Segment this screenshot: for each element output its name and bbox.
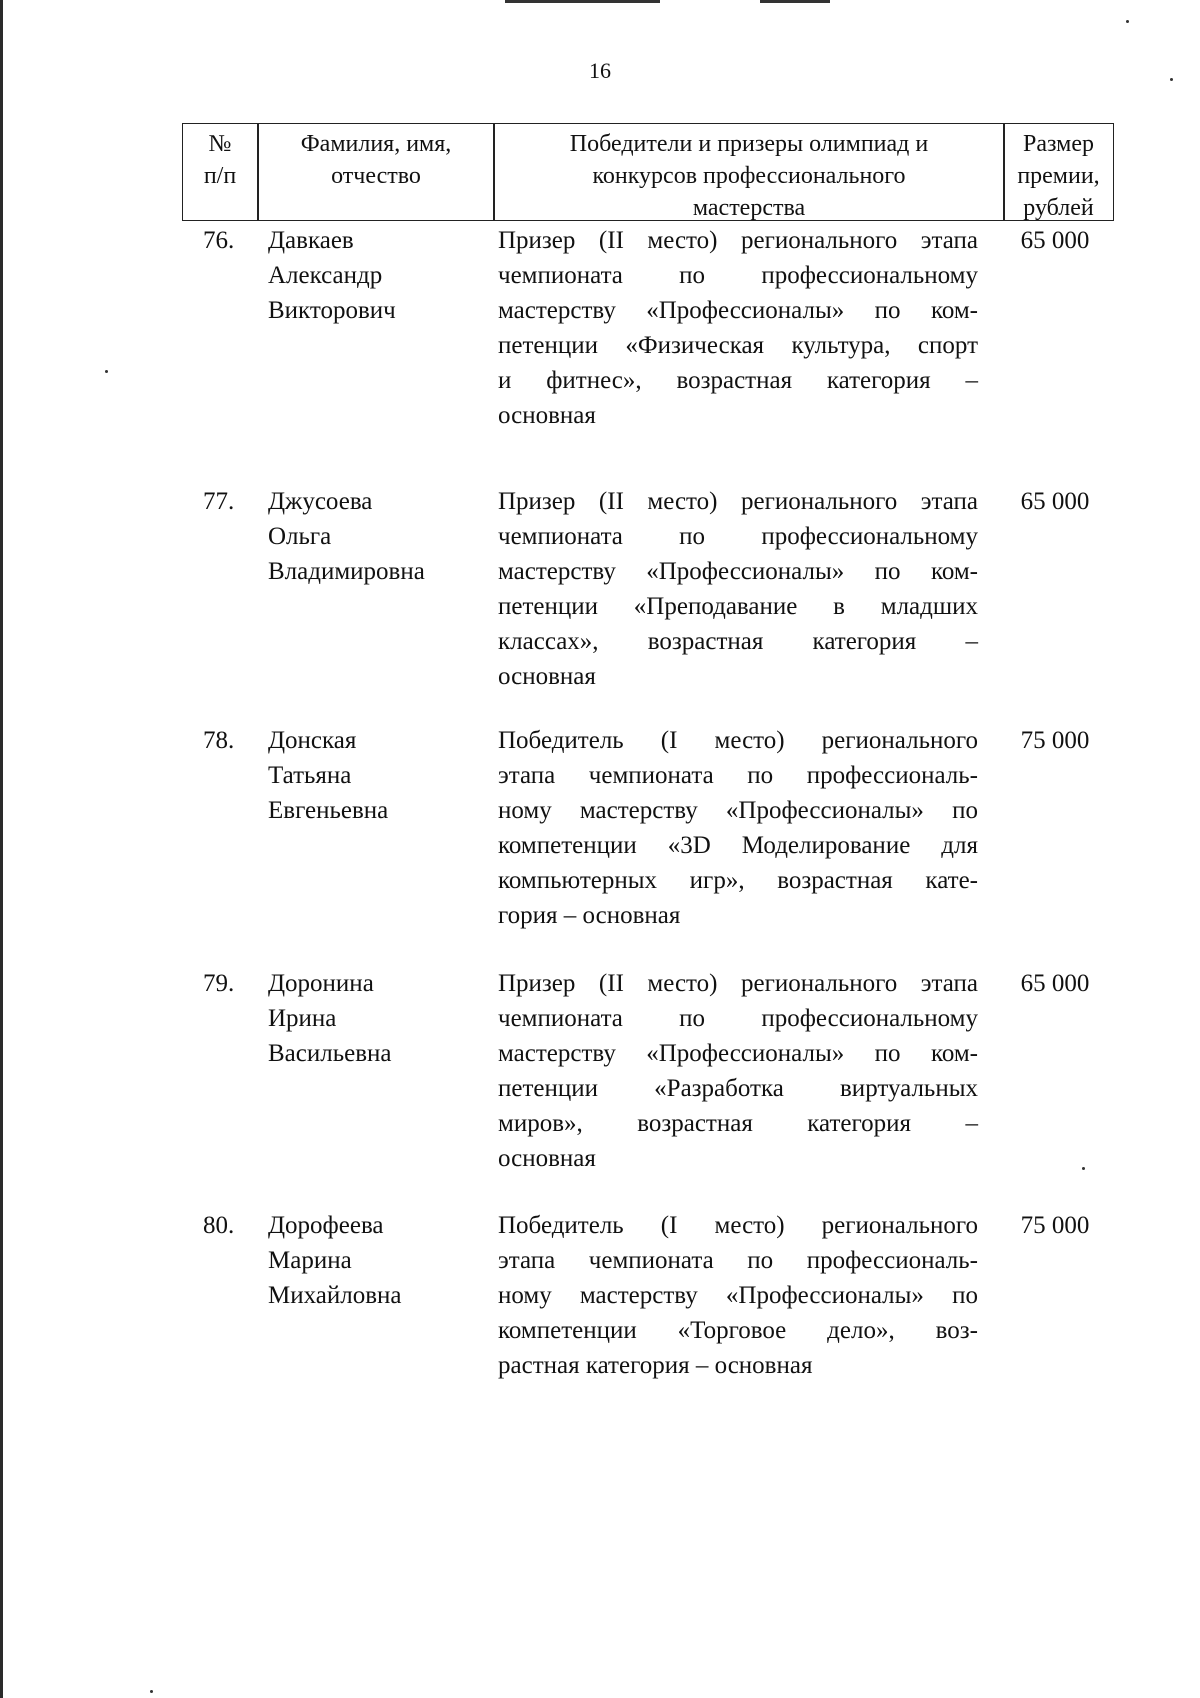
- row-name: [268, 223, 478, 328]
- description-line: ному мастерству «Профессионалы» по: [498, 797, 978, 824]
- description-line: мастерству «Профессионалы» по ком-: [498, 297, 978, 324]
- description-line: Победитель (I место) регионального: [498, 727, 978, 754]
- description-line: этапа чемпионата по профессиональ-: [498, 1247, 978, 1274]
- description-line: мастерству «Профессионалы» по ком-: [498, 1040, 978, 1067]
- description-line: Призер (II место) регионального этапа: [498, 227, 978, 254]
- scan-speck: [150, 1690, 153, 1693]
- description-line: компетенции «3D Моделирование для: [498, 832, 978, 859]
- description-line: чемпионата по профессиональному: [498, 1005, 978, 1032]
- description-line: компетенции «Торговое дело», воз-: [498, 1317, 978, 1344]
- description-line: мастерству «Профессионалы» по ком-: [498, 558, 978, 585]
- name-line: Доронина: [268, 970, 374, 997]
- description-line: основная: [498, 1145, 596, 1172]
- name-line: Михайловна: [268, 1282, 402, 1309]
- row-name: [268, 966, 478, 1071]
- header-award-line: Размер: [1023, 131, 1094, 157]
- description-line: чемпионата по профессиональному: [498, 523, 978, 550]
- scan-speck: [1126, 20, 1129, 23]
- row-description: [498, 223, 978, 433]
- row-amount: 75 000: [1020, 727, 1090, 754]
- row-number: 77.: [203, 488, 235, 515]
- description-line: этапа чемпионата по профессиональ-: [498, 762, 978, 789]
- name-line: Татьяна: [268, 762, 352, 789]
- name-line: Васильевна: [268, 1040, 392, 1067]
- header-number-line: №: [208, 131, 232, 157]
- name-line: Марина: [268, 1247, 352, 1274]
- row-number: 76.: [203, 227, 235, 254]
- header-description-line: Победители и призеры олимпиад и: [569, 131, 929, 157]
- description-line: Призер (II место) регионального этапа: [498, 488, 978, 515]
- row-amount: 65 000: [1020, 227, 1090, 254]
- description-line: чемпионата по профессиональному: [498, 262, 978, 289]
- description-line: петенции «Преподавание в младших: [498, 593, 978, 620]
- description-line: и фитнес», возрастная категория –: [498, 367, 978, 394]
- header-name-line: отчество: [331, 163, 421, 189]
- row-name: [268, 484, 478, 589]
- header-name: [259, 124, 493, 220]
- row-name: [268, 723, 478, 828]
- row-amount: 65 000: [1020, 488, 1090, 515]
- description-line: петенции «Разработка виртуальных: [498, 1075, 978, 1102]
- scan-top-mark: [760, 0, 830, 3]
- name-line: Донская: [268, 727, 357, 754]
- header-award-line: рублей: [1023, 195, 1094, 221]
- name-line: Викторович: [268, 297, 396, 324]
- row-description: [498, 484, 978, 694]
- name-line: Давкаев: [268, 227, 354, 254]
- header-award: [1005, 124, 1112, 220]
- scan-speck: [1082, 1167, 1085, 1170]
- header-description: [495, 124, 1003, 220]
- scan-top-mark: [505, 0, 660, 3]
- name-line: Джусоева: [268, 488, 373, 515]
- name-line: Владимировна: [268, 558, 425, 585]
- description-line: основная: [498, 663, 596, 690]
- header-award-line: премии,: [1017, 163, 1100, 189]
- name-line: Евгеньевна: [268, 797, 389, 824]
- row-number: 80.: [203, 1212, 235, 1239]
- name-line: Александр: [268, 262, 383, 289]
- row-amount: 65 000: [1020, 970, 1090, 997]
- table-header: [182, 123, 1114, 221]
- row-description: [498, 1208, 978, 1383]
- header-number: [183, 124, 257, 220]
- name-line: Ирина: [268, 1005, 337, 1032]
- name-line: Ольга: [268, 523, 332, 550]
- description-line: компьютерных игр», возрастная кате-: [498, 867, 978, 894]
- row-description: [498, 966, 978, 1176]
- description-line: миров», возрастная категория –: [498, 1110, 978, 1137]
- description-line: Призер (II место) регионального этапа: [498, 970, 978, 997]
- description-line: петенции «Физическая культура, спорт: [498, 332, 978, 359]
- description-line: ному мастерству «Профессионалы» по: [498, 1282, 978, 1309]
- row-amount: 75 000: [1020, 1212, 1090, 1239]
- header-description-line: конкурсов профессионального: [592, 163, 906, 189]
- scan-edge-line: [0, 0, 3, 1698]
- row-description: [498, 723, 978, 933]
- header-name-line: Фамилия, имя,: [300, 131, 452, 157]
- description-line: классах», возрастная категория –: [498, 628, 978, 655]
- description-line: основная: [498, 402, 596, 429]
- header-description-line: мастерства: [692, 195, 806, 221]
- name-line: Дорофеева: [268, 1212, 384, 1239]
- description-line: гория – основная: [498, 902, 681, 929]
- row-number: 79.: [203, 970, 235, 997]
- header-number-line: п/п: [203, 163, 237, 189]
- scan-speck: [105, 370, 108, 373]
- row-number: 78.: [203, 727, 235, 754]
- description-line: Победитель (I место) регионального: [498, 1212, 978, 1239]
- description-line: растная категория – основная: [498, 1352, 813, 1379]
- page-number: 16: [589, 58, 611, 83]
- row-name: [268, 1208, 478, 1313]
